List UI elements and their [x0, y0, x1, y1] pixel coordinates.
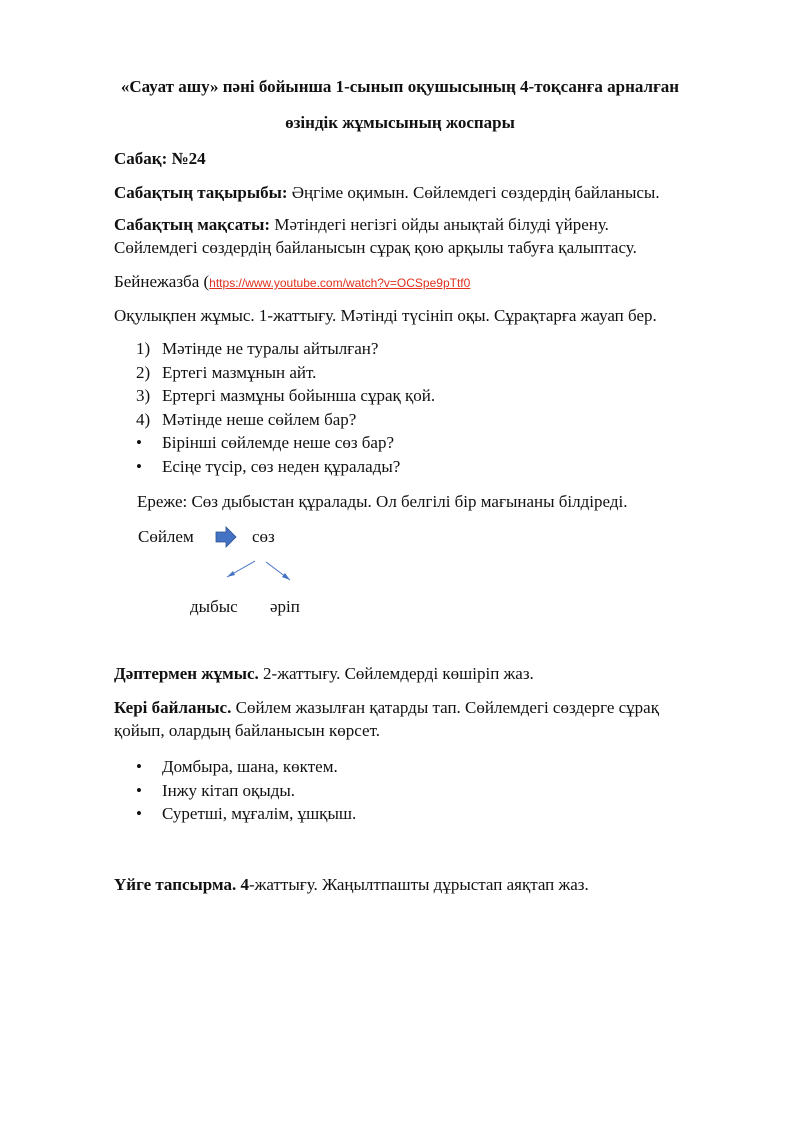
arrow-to-letter — [266, 562, 290, 580]
lesson-goal-continued: Сөйлемдегі сөздердің байланысын сұрақ қою арқылы табуға қалыптасу. — [114, 238, 637, 257]
homework-text: -жаттығу. Жаңылтпашты дұрыстап аяқтап жаз. — [248, 875, 589, 894]
bullet-icon: • — [136, 757, 142, 776]
topic-text: Әңгіме оқимын. Сөйлемдегі сөздердің байланысы. — [287, 183, 660, 202]
notebook-text: 2-жаттығу. Сөйлемдерді көшіріп жаз. — [258, 664, 534, 683]
topic-label: Сабақтың тақырыбы: — [114, 183, 288, 202]
diagram-sound-label: дыбыс — [190, 597, 238, 616]
block-arrow-icon — [216, 527, 236, 547]
list-item: 4) Мәтінде неше сөйлем бар? — [136, 409, 357, 429]
list-item: 2) Ертегі мазмұнын айт. — [136, 362, 317, 382]
diagram-letter-label: әріп — [270, 597, 300, 616]
feedback-label: Кері байланыс. — [114, 698, 232, 717]
bullet-icon: • — [136, 780, 142, 800]
lesson-goal — [114, 215, 609, 235]
sub-question-list — [136, 433, 400, 480]
rule-text: Ереже: Сөз дыбыстан құралады. Ол белгілі бір мағынаны білдіреді. — [137, 492, 628, 511]
homework-number: 4 — [236, 875, 249, 894]
feedback-text: Сөйлем жазылған қатарды тап. Сөйлемдегі сөздерге сұрақ — [231, 698, 659, 717]
bullet-icon: • — [136, 456, 142, 476]
goal-text: Мәтіндегі негізгі ойды анықтай білуді үйрену. — [270, 215, 609, 234]
document-title-line1: «Сауат ашу» пәні бойынша 1-сынып оқушысының 4-тоқсанға арналған — [120, 77, 680, 96]
diagram-sentence-label: Сөйлем — [138, 527, 194, 546]
feedback-task-continued: қойып, олардың байланысын көрсет. — [114, 721, 380, 740]
list-item: • Домбыра, шана, көктем. — [136, 757, 338, 776]
feedback-task — [114, 698, 659, 718]
arrowhead-sound-icon — [227, 571, 235, 577]
bullet-icon: • — [136, 433, 142, 452]
list-item: • Бірінші сөйлемде неше сөз бар? — [136, 433, 395, 452]
arrow-to-sound — [227, 561, 255, 577]
lesson-number: Сабақ: №24 — [114, 149, 206, 168]
homework-label: Үйге тапсырма. — [114, 875, 237, 894]
list-item: • Інжу кітап оқыды. — [136, 780, 296, 800]
list-item: • Есіңе түсір, сөз неден құралады? — [136, 456, 401, 476]
notebook-task — [114, 664, 534, 684]
lesson-topic — [114, 183, 660, 203]
list-item: 1) Мәтінде не туралы айтылған? — [136, 339, 379, 358]
arrowhead-letter-icon — [282, 573, 290, 580]
question-list — [136, 339, 435, 433]
video-label: Бейнежазба ( — [114, 272, 210, 291]
list-item: • Суретші, мұғалім, ұшқыш. — [136, 804, 357, 823]
bullet-icon: • — [136, 804, 142, 823]
document-title-line2: өзіндік жұмысының жоспары — [285, 113, 515, 132]
notebook-label: Дәптермен жұмыс. — [114, 664, 259, 683]
video-link[interactable]: https://www.youtube.com/watch?v=OCSpe9pTtf0 — [209, 276, 471, 290]
list-item: 3) Ертергі мазмұны бойынша сұрақ қой. — [136, 386, 436, 405]
homework-task — [114, 875, 589, 895]
diagram-word-label: сөз — [252, 527, 275, 546]
video-line — [114, 272, 470, 292]
option-list — [136, 757, 356, 828]
textbook-task: Оқулықпен жұмыс. 1-жаттығу. Мәтінді түсініп оқы. Сұрақтарға жауап бер. — [114, 306, 657, 325]
goal-label: Сабақтың мақсаты: — [114, 215, 271, 234]
